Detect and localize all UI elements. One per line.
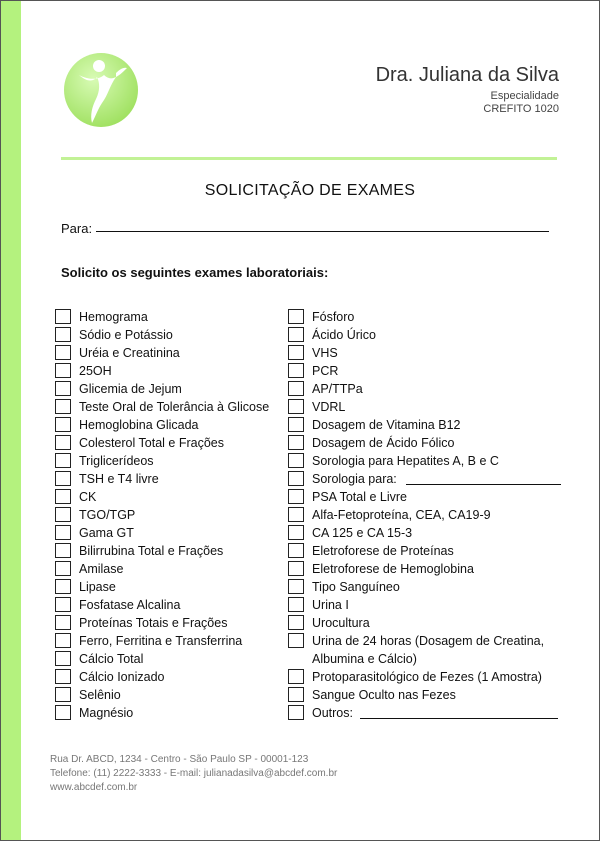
exam-checkbox[interactable] <box>288 705 304 720</box>
exam-checkbox[interactable] <box>55 453 71 468</box>
exam-checkbox[interactable] <box>55 525 71 540</box>
exam-checkbox[interactable] <box>288 579 304 594</box>
exam-label: Fosfatase Alcalina <box>79 598 181 612</box>
exam-checkbox[interactable] <box>288 453 304 468</box>
exam-checkbox[interactable] <box>55 561 71 576</box>
exam-label: Cálcio Total <box>79 652 144 666</box>
exam-checkbox[interactable] <box>55 705 71 720</box>
exam-checkbox[interactable] <box>55 363 71 378</box>
exam-checkbox[interactable] <box>288 615 304 630</box>
exam-checkbox[interactable] <box>55 399 71 414</box>
exam-label: Tipo Sanguíneo <box>312 580 400 594</box>
exam-checkbox[interactable] <box>288 309 304 324</box>
exam-checkbox[interactable] <box>55 507 71 522</box>
exam-checkbox[interactable] <box>288 345 304 360</box>
exam-checkbox[interactable] <box>288 525 304 540</box>
exam-label: 25OH <box>79 364 112 378</box>
exam-checkbox[interactable] <box>288 669 304 684</box>
exam-checkbox[interactable] <box>55 345 71 360</box>
exam-label: Hemograma <box>79 310 148 324</box>
header-divider <box>61 157 557 160</box>
exam-label: Urocultura <box>312 616 370 630</box>
exam-label: Outros: <box>312 706 353 720</box>
exam-label: Dosagem de Ácido Fólico <box>312 436 455 450</box>
exam-label: Eletroforese de Proteínas <box>312 544 454 558</box>
exam-label: Uréia e Creatinina <box>79 346 180 360</box>
exam-checkbox[interactable] <box>288 561 304 576</box>
exam-checkbox[interactable] <box>55 579 71 594</box>
exam-label: Sangue Oculto nas Fezes <box>312 688 456 702</box>
exam-checkbox[interactable] <box>288 435 304 450</box>
exam-label: TSH e T4 livre <box>79 472 159 486</box>
exam-checkbox[interactable] <box>55 597 71 612</box>
left-accent-band <box>1 1 21 840</box>
crefito-number: CREFITO 1020 <box>483 103 559 115</box>
exam-label: Glicemia de Jejum <box>79 382 182 396</box>
exam-checkbox[interactable] <box>288 363 304 378</box>
sorologia-fill-line[interactable] <box>406 484 561 485</box>
exam-checkbox[interactable] <box>55 309 71 324</box>
exam-label: Dosagem de Vitamina B12 <box>312 418 461 432</box>
exam-checkbox[interactable] <box>288 687 304 702</box>
request-heading: Solicito os seguintes exames laboratoriais: <box>61 265 329 280</box>
exam-label: Amilase <box>79 562 124 576</box>
exam-label: VDRL <box>312 400 346 414</box>
exam-label: Selênio <box>79 688 121 702</box>
exam-label: Alfa-Fetoproteína, CEA, CA19-9 <box>312 508 491 522</box>
exam-checkbox[interactable] <box>288 489 304 504</box>
exam-label: Hemoglobina Glicada <box>79 418 199 432</box>
exam-checkbox[interactable] <box>288 507 304 522</box>
exam-label: Ferro, Ferritina e Transferrina <box>79 634 243 648</box>
exam-label: Sódio e Potássio <box>79 328 173 342</box>
outros-fill-line[interactable] <box>360 718 558 719</box>
exam-label: Teste Oral de Tolerância à Glicose <box>79 400 270 414</box>
exam-checkbox[interactable] <box>288 543 304 558</box>
exam-label: Ácido Úrico <box>312 328 376 342</box>
exam-label: Fósforo <box>312 310 355 324</box>
exam-label: Magnésio <box>79 706 134 720</box>
exam-label: PSA Total e Livre <box>312 490 407 504</box>
exam-label: Triglicerídeos <box>79 454 154 468</box>
exam-label: Eletroforese de Hemoglobina <box>312 562 474 576</box>
exam-checkbox[interactable] <box>55 669 71 684</box>
exam-checkbox[interactable] <box>55 687 71 702</box>
footer-website: www.abcdef.com.br <box>50 782 138 793</box>
person-figure-logo-icon <box>64 53 138 127</box>
exam-checkbox[interactable] <box>55 327 71 342</box>
exam-checkbox[interactable] <box>288 417 304 432</box>
exam-checkbox[interactable] <box>288 633 304 648</box>
exam-label: Gama GT <box>79 526 134 540</box>
exam-label: PCR <box>312 364 339 378</box>
exam-label: Protoparasitológico de Fezes (1 Amostra) <box>312 670 542 684</box>
exam-label: TGO/TGP <box>79 508 136 522</box>
exam-label: CK <box>79 490 97 504</box>
exam-checkbox[interactable] <box>288 399 304 414</box>
doctor-name: Dra. Juliana da Silva <box>375 64 559 86</box>
exam-checkbox[interactable] <box>288 381 304 396</box>
exam-checkbox[interactable] <box>55 615 71 630</box>
exam-checkbox[interactable] <box>55 381 71 396</box>
exam-label: Colesterol Total e Frações <box>79 436 224 450</box>
exam-label: Proteínas Totais e Frações <box>79 616 228 630</box>
exam-label: Urina I <box>312 598 349 612</box>
exam-checkbox[interactable] <box>55 417 71 432</box>
exam-label: Bilirrubina Total e Frações <box>79 544 224 558</box>
footer-address: Rua Dr. ABCD, 1234 - Centro - São Paulo SP - 00001-123 <box>50 754 309 765</box>
exam-label: AP/TTPa <box>312 382 363 396</box>
footer-contact: Telefone: (11) 2222-3333 - E-mail: julianadasilva@abcdef.com.br <box>50 768 338 779</box>
exam-label: Urina de 24 horas (Dosagem de Creatina, <box>312 634 545 648</box>
exam-label: Sorologia para Hepatites A, B e C <box>312 454 499 468</box>
exam-label: CA 125 e CA 15-3 <box>312 526 413 540</box>
exam-label: Lipase <box>79 580 116 594</box>
exam-label: Sorologia para: <box>312 472 397 486</box>
exam-label: VHS <box>312 346 338 360</box>
exam-checkbox[interactable] <box>288 327 304 342</box>
exam-checkbox[interactable] <box>55 435 71 450</box>
para-input-line[interactable] <box>96 231 549 232</box>
exam-checkbox[interactable] <box>55 543 71 558</box>
specialty-label: Especialidade <box>490 90 559 102</box>
exam-checkbox[interactable] <box>55 489 71 504</box>
exam-checkbox[interactable] <box>55 633 71 648</box>
exam-checkbox[interactable] <box>55 471 71 486</box>
para-label: Para: <box>61 221 93 236</box>
exam-checkbox[interactable] <box>288 471 304 486</box>
exam-label-continued: Albumina e Cálcio) <box>312 652 417 666</box>
exam-label: Cálcio Ionizado <box>79 670 165 684</box>
exam-checkbox[interactable] <box>288 597 304 612</box>
exam-checkbox[interactable] <box>55 651 71 666</box>
form-title: SOLICITAÇÃO DE EXAMES <box>204 182 416 199</box>
